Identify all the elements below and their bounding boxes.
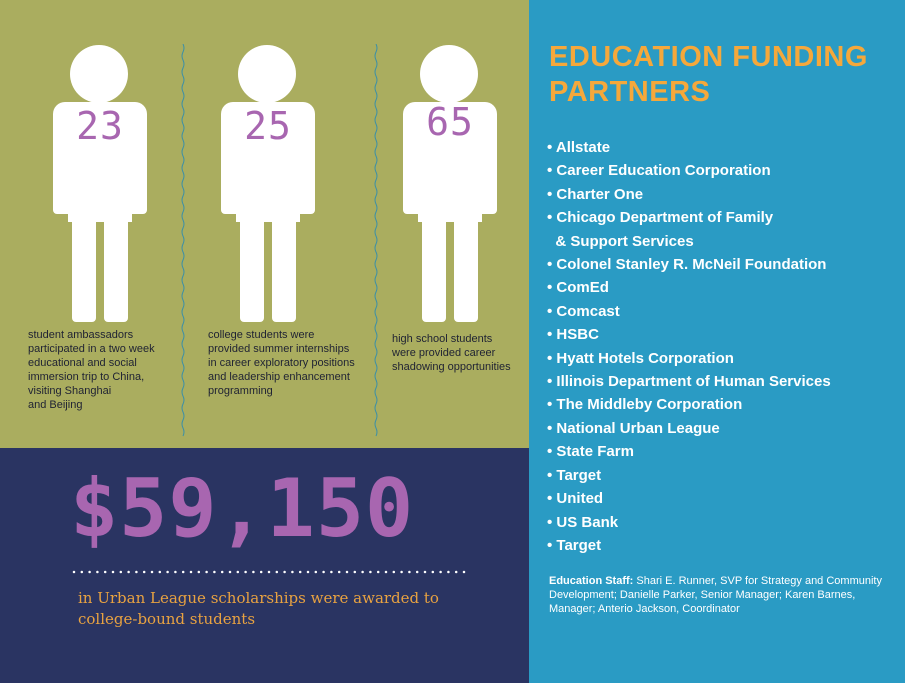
partner-item: • Target [547, 536, 602, 554]
caption-line: educational and social [28, 357, 137, 369]
partner-item: • Charter One [547, 185, 644, 203]
partner-item: • HSBC [547, 326, 599, 344]
person-icon [48, 44, 152, 322]
caption-line: shadowing opportunities [392, 361, 511, 373]
partner-item: • ComEd [547, 279, 609, 297]
caption-line: programming [208, 385, 273, 397]
staff-label: Education Staff: [549, 575, 634, 587]
stat-caption-3 [392, 332, 524, 374]
staff-text: Shari E. Runner, SVP for Strategy and Community Development; Danielle Parker, Senior Manager; Karen Barnes, Manager; Anterio Jackson, Coordinator [549, 575, 882, 615]
partner-item: • National Urban League [547, 419, 720, 437]
stat-caption-2 [208, 328, 370, 398]
caption-line: were provided career [392, 347, 496, 359]
caption-line: immersion trip to China, [28, 371, 145, 383]
person-figure-2 [216, 44, 320, 322]
caption-line: provided summer internships [208, 343, 350, 355]
partner-item: • The Middleby Corporation [547, 396, 743, 414]
scholarship-description: in Urban League scholarships were awarded to college-bound students [78, 589, 439, 628]
wavy-divider [374, 44, 376, 438]
person-figure-1 [48, 44, 152, 322]
stats-panel [0, 0, 529, 448]
partners-panel [529, 0, 905, 683]
partner-item: • Career Education Corporation [547, 162, 771, 180]
caption-line: participated in a two week [28, 343, 155, 355]
partner-item: • United [547, 490, 604, 508]
stat-number: 23 [76, 104, 124, 148]
partner-item: • Hyatt Hotels Corporation [547, 349, 734, 367]
partner-item: • Colonel Stanley R. McNeil Foundation [547, 256, 827, 274]
education-staff [549, 574, 889, 616]
partners-title: EDUCATION FUNDING PARTNERS [549, 41, 868, 108]
caption-line: and leadership enhancement [208, 371, 350, 383]
person-figure-3 [398, 44, 502, 322]
wavy-divider [181, 44, 183, 438]
stat-number: 25 [244, 104, 292, 148]
caption-line: visiting Shanghai [28, 385, 112, 397]
partner-item: • US Bank [547, 513, 619, 531]
dotted-rule [72, 570, 467, 574]
partner-item: • Illinois Department of Human Services [547, 373, 831, 391]
scholarship-amount: $59,150 [70, 462, 415, 555]
stat-number: 65 [426, 100, 474, 144]
partner-item: • Comcast [547, 302, 620, 320]
caption-line: in career exploratory positions [208, 357, 355, 369]
caption-line: high school students [392, 333, 493, 345]
person-icon [216, 44, 320, 322]
partner-item: • Target [547, 466, 602, 484]
person-icon [398, 44, 502, 322]
partner-item: • State Farm [547, 443, 634, 461]
partner-item: • Chicago Department of Family [547, 209, 774, 227]
caption-line: college students were [208, 329, 315, 341]
caption-line: student ambassadors [28, 329, 134, 341]
partner-item: • Allstate [547, 139, 611, 156]
partner-item: & Support Services [547, 232, 694, 250]
caption-line: and Beijing [28, 399, 83, 411]
partner-list [547, 136, 831, 557]
stat-caption-1 [28, 328, 178, 412]
